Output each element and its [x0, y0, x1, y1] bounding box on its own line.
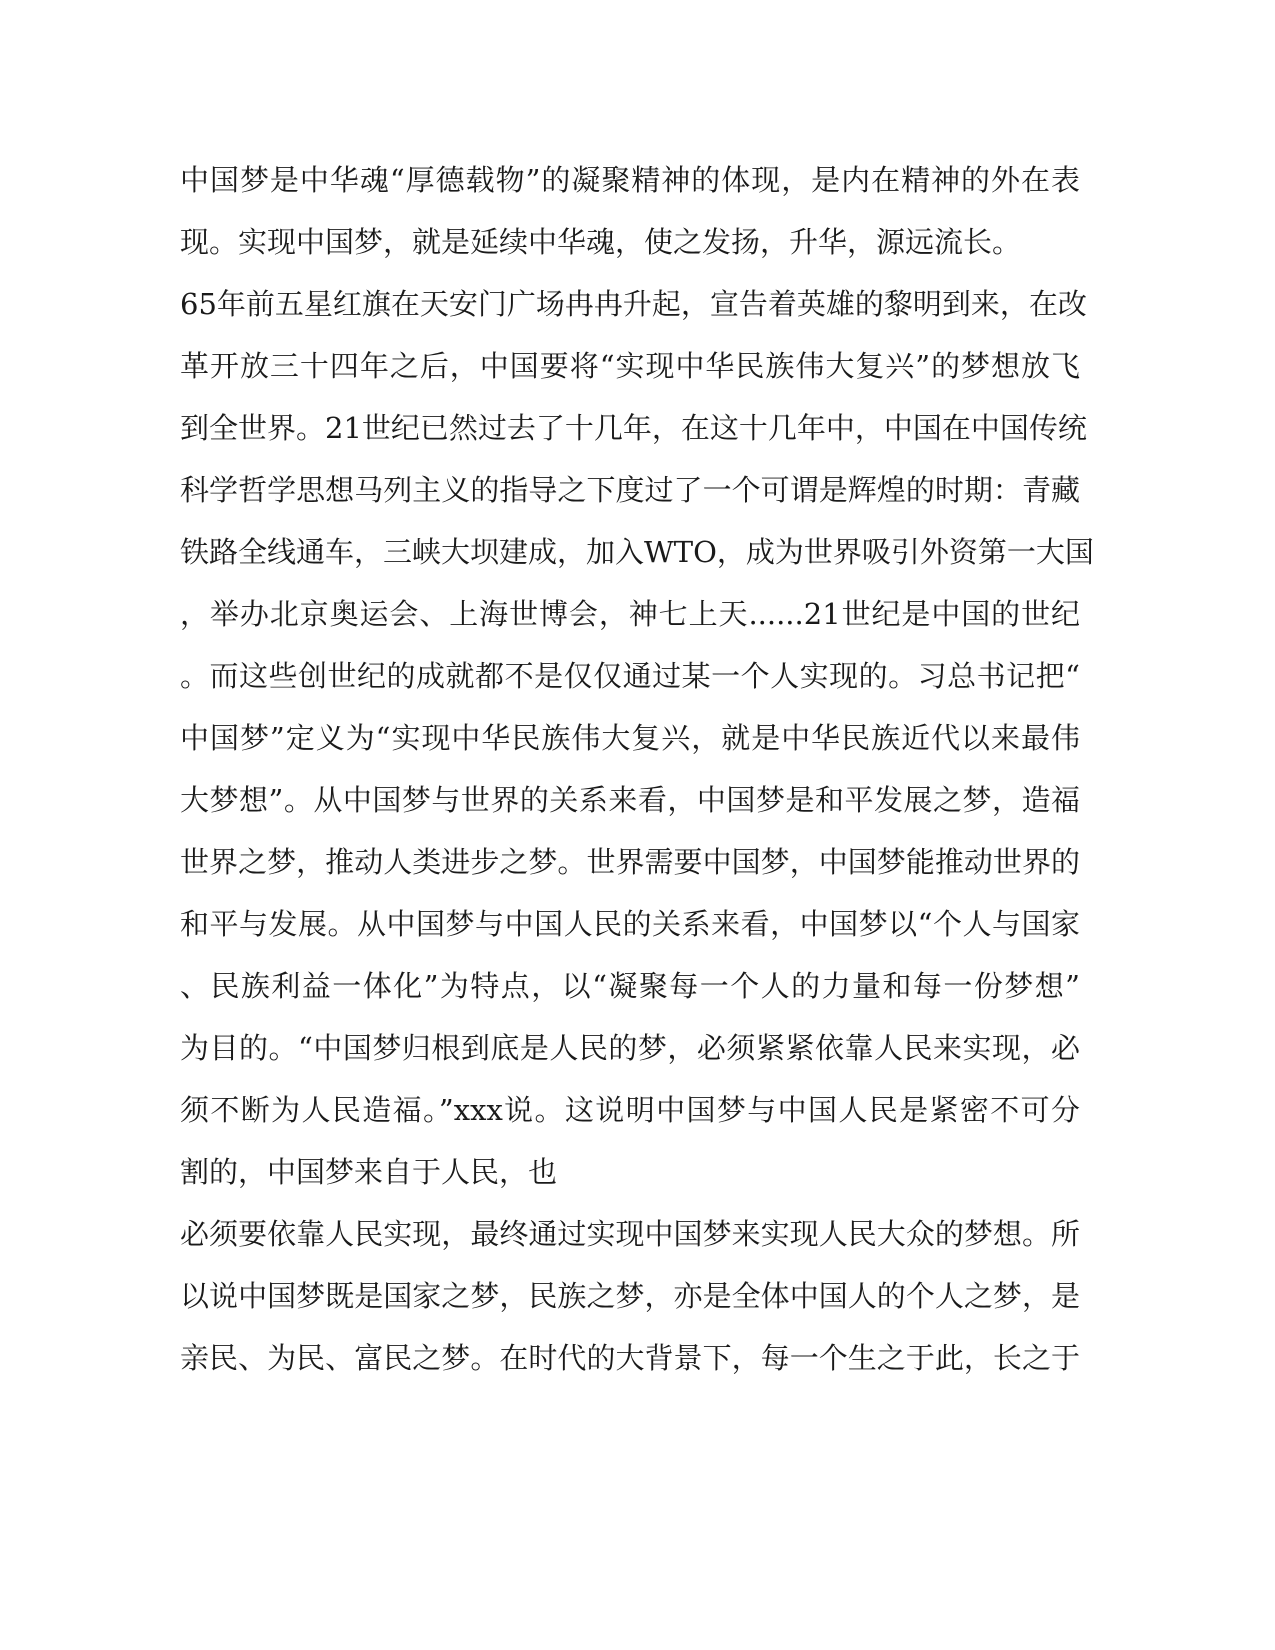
text-line: 和平与发展。从中国梦与中国人民的关系来看，中国梦以“个人与国家: [180, 907, 1080, 941]
text-line: 中国梦”定义为“实现中华民族伟大复兴，就是中华民族近代以来最伟: [180, 721, 1080, 755]
text-line: 为目的。“中国梦归根到底是人民的梦，必须紧紧依靠人民来实现，必: [180, 1031, 1080, 1065]
text-line: ，举办北京奥运会、上海世博会，神七上天......21世纪是中国的世纪: [180, 597, 1080, 631]
text-line: 必须要依靠人民实现，最终通过实现中国梦来实现人民大众的梦想。所: [180, 1217, 1080, 1251]
text-line: 亲民、为民、富民之梦。在时代的大背景下，每一个生之于此，长之于: [180, 1341, 1080, 1375]
text-line: 现。实现中国梦，就是延续中华魂，使之发扬，升华，源远流长。: [180, 225, 1022, 259]
text-line: 革开放三十四年之后，中国要将“实现中华民族伟大复兴”的梦想放飞: [180, 349, 1080, 383]
text-line: 世界之梦，推动人类进步之梦。世界需要中国梦，中国梦能推动世界的: [180, 845, 1080, 879]
text-line: 到全世界。21世纪已然过去了十几年，在这十几年中，中国在中国传统: [180, 411, 1087, 445]
text-line: 科学哲学思想马列主义的指导之下度过了一个可谓是辉煌的时期：青藏: [180, 473, 1080, 507]
text-line: 。而这些创世纪的成就都不是仅仅通过某一个人实现的。习总书记把“: [180, 659, 1080, 693]
text-line: 大梦想”。从中国梦与世界的关系来看，中国梦是和平发展之梦，造福: [180, 783, 1080, 817]
text-line: 铁路全线通车，三峡大坝建成，加入WTO，成为世界吸引外资第一大国: [180, 535, 1094, 569]
text-line: 以说中国梦既是国家之梦，民族之梦，亦是全体中国人的个人之梦，是: [180, 1279, 1080, 1313]
text-line: 割的，中国梦来自于人民，也: [180, 1155, 558, 1189]
text-line: 65年前五星红旗在天安门广场冉冉升起，宣告着英雄的黎明到来，在改: [180, 287, 1087, 321]
text-line: 须不断为人民造福。”xxx说。这说明中国梦与中国人民是紧密不可分: [180, 1093, 1080, 1127]
text-line: 、民族利益一体化”为特点，以“凝聚每一个人的力量和每一份梦想”: [180, 969, 1080, 1003]
text-line: 中国梦是中华魂“厚德载物”的凝聚精神的体现，是内在精神的外在表: [180, 163, 1080, 197]
